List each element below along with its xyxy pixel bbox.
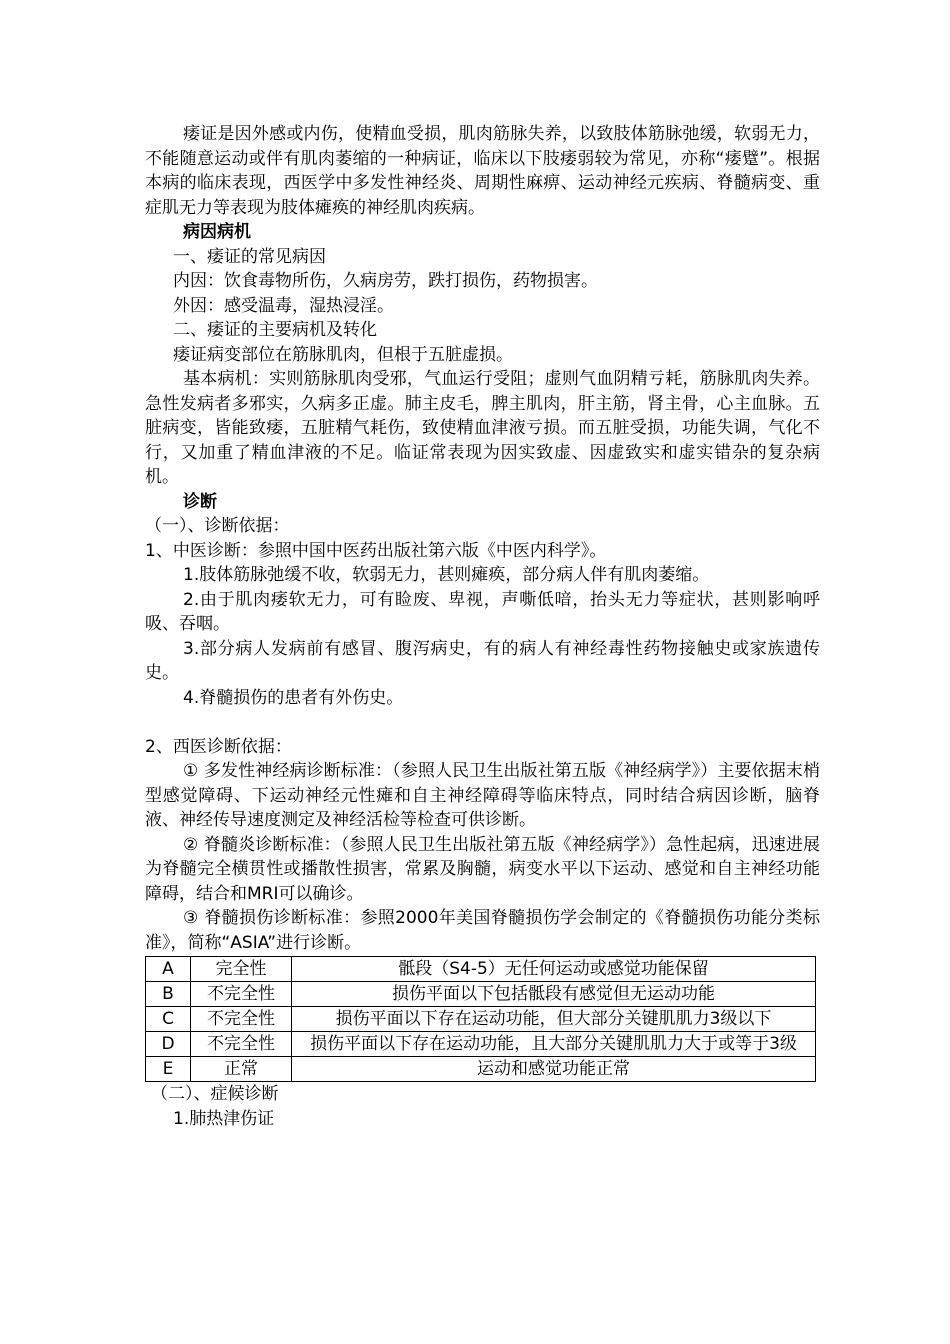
table-row [146, 957, 816, 982]
type-cell: 不完全性 [191, 1007, 292, 1032]
grade-cell: D [146, 1032, 191, 1057]
type-cell: 完全性 [191, 957, 292, 982]
tcm-item: 3.部分病人发病前有感冒、腹泻病史，有的病人有神经毒性药物接触史或家族遗传史。 [145, 638, 820, 683]
intro-paragraph: 痿证是因外感或内伤，使精血受损，肌肉筋脉失养，以致肢体筋脉弛缓，软弱无力，不能随意运动或伴有肌肉萎缩的一种病证，临床以下肢痿弱较为常见，亦称“痿躄”。根据本病的临床表现，西医学中多发性神经炎、周期性麻痹、运动神经元疾病、脊髓病变、重症肌无力等表现为肢体瘫痪的神经肌肉疾病。 [145, 124, 820, 218]
grade-cell: B [146, 982, 191, 1007]
type-cell: 正常 [191, 1057, 292, 1082]
type-cell: 不完全性 [191, 1032, 292, 1057]
basic-mechanism: 基本病机：实则筋脉肌肉受邪，气血运行受阻；虚则气血阴精亏耗，筋脉肌肉失养。急性发病者多邪实，久病多正虚。肺主皮毛，脾主肌肉，肝主筋，肾主骨，心主血脉。五脏病变，皆能致痿，五脏精气耗伤，致使精血津液亏损。而五脏受损，功能失调，气化不行，又加重了精血津液的不足。临证常表现为因实致虚、因虚致实和虚实错杂的复杂病机。 [145, 369, 820, 487]
syndrome-item: 1.肺热津伤证 [173, 1108, 275, 1129]
external-causes: 外因：感受温毒，湿热浸淫。 [173, 295, 394, 316]
description-cell: 运动和感觉功能正常 [292, 1057, 816, 1082]
western-item: ③ 脊髓损伤诊断标准：参照2000年美国脊髓损伤学会制定的《脊髓损伤功能分类标准》，简称“ASIA”进行诊断。 [145, 908, 820, 953]
grade-cell: C [146, 1007, 191, 1032]
internal-causes: 内因：饮食毒物所伤，久病房劳，跌打损伤，药物损害。 [173, 271, 598, 291]
causes-title: 一、痿证的常见病因 [173, 246, 326, 267]
blank-line [145, 710, 820, 735]
diagnosis-basis-title: （一）、诊断依据： [145, 516, 290, 536]
lesion-location: 痿证病变部位在筋脉肌肉，但根于五脏虚损。 [173, 344, 513, 365]
table-row [146, 982, 816, 1007]
western-diagnosis-title: 2、西医诊断依据： [145, 736, 292, 757]
table-row [146, 1032, 816, 1057]
asia-classification-table [145, 956, 816, 1082]
syndrome-title: （二）、症候诊断 [151, 1084, 279, 1104]
description-cell: 骶段（S4-5）无任何运动或感觉功能保留 [292, 957, 816, 982]
description-cell: 损伤平面以下包括骶段有感觉但无运动功能 [292, 982, 816, 1007]
etiology-heading: 病因病机 [183, 222, 251, 242]
tcm-diagnosis-title: 1、中医诊断：参照中国中医药出版社第六版《中医内科学》。 [145, 540, 607, 561]
grade-cell: A [146, 957, 191, 982]
table-row [146, 1057, 816, 1082]
western-item: ① 多发性神经病诊断标准：（参照人民卫生出版社第五版《神经病学》）主要依据末梢型感觉障碍、下运动神经元性瘫和自主神经障碍等临床特点，同时结合病因诊断，脑脊液、神经传导速度测定及神经活检等检查可供诊断。 [145, 761, 820, 830]
document-body [145, 122, 820, 1131]
western-item: ② 脊髓炎诊断标准：（参照人民卫生出版社第五版《神经病学》）急性起病，迅速进展为脊髓完全横贯性或播散性损害，常累及胸髓，病变水平以下运动、感觉和自主神经功能障碍，结合和MRI可以确诊。 [145, 834, 820, 904]
description-cell: 损伤平面以下存在运动功能，且大部分关键肌肌力大于或等于3级 [292, 1032, 816, 1057]
table-row [146, 1007, 816, 1032]
mechanism-title: 二、痿证的主要病机及转化 [173, 320, 377, 340]
description-cell: 损伤平面以下存在运动功能，但大部分关键肌肌力3级以下 [292, 1007, 816, 1032]
grade-cell: E [146, 1057, 191, 1082]
tcm-item: 1.肢体筋脉弛缓不收，软弱无力，甚则瘫痪，部分病人伴有肌肉萎缩。 [183, 565, 710, 585]
tcm-item: 4.脊髓损伤的患者有外伤史。 [183, 687, 404, 708]
tcm-item: 2.由于肌肉痿软无力，可有睑废、卑视，声嘶低喑，抬头无力等症状，甚则影响呼吸、吞咽。 [145, 589, 820, 634]
diagnosis-heading: 诊断 [183, 491, 217, 512]
type-cell: 不完全性 [191, 982, 292, 1007]
